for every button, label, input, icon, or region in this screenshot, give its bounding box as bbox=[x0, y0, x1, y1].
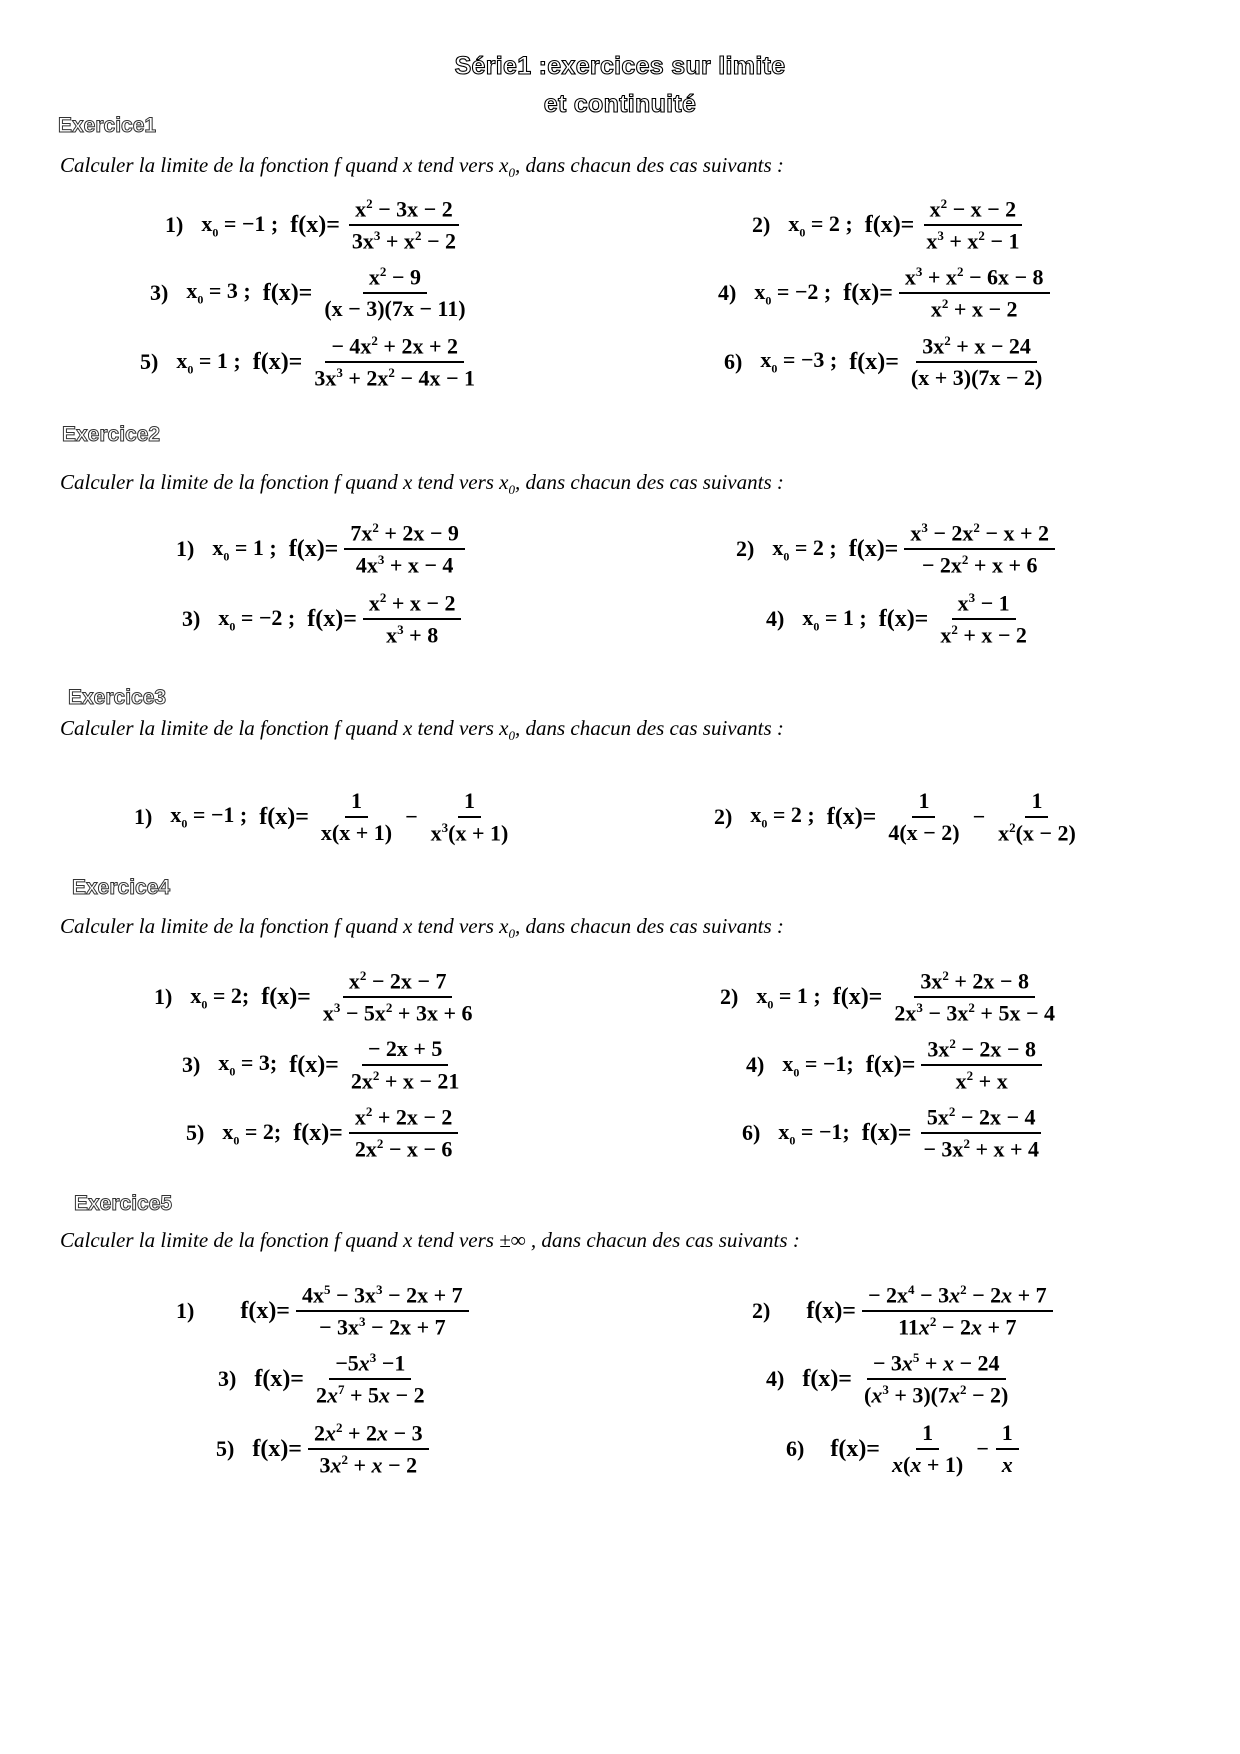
problem: 5) $x_0 = 2$; f(x)= $\frac{x^2 + 2x - 2}{2x^2 - x - 6}$ bbox=[186, 1104, 461, 1163]
problem: 3) $x_0 = -2$ ; f(x)= $\frac{x^2 + x - 2}{x^3 + 8}$ bbox=[182, 590, 464, 649]
problem: 1) $x_0 = 2$; f(x)= $\frac{x^2 - 2x - 7}{x^3 - 5x^2 + 3x + 6}$ bbox=[154, 968, 473, 1026]
problem: 6) f(x)= $\frac{1}{x(x + 1)}$ − $\frac{1}{x}$ bbox=[786, 1420, 1022, 1478]
problem: 2) $x_0 = 2$ ; f(x)= $\frac{x^2 - x - 2}{x^3 + x^2 - 1}$ bbox=[752, 196, 1028, 255]
page-title-line2: et continuité bbox=[543, 90, 697, 118]
problem: 3) f(x)= $\frac{-5x^3 -1}{2x^7 + 5x - 2}$ bbox=[218, 1350, 425, 1408]
problem: 6) $x_0 = -3$ ; f(x)= $\frac{3x^2 + x - 24}{(x + 3)(7x - 2)}$ bbox=[724, 333, 1043, 391]
exercise-2-heading: Exercice2 bbox=[62, 423, 161, 446]
exercise-3-instruction: Calculer la limite de la fonction f quand x tend vers $x_0$, dans chacun des cas suivants : bbox=[60, 716, 784, 744]
problem: 4) $x_0 = 1$ ; f(x)= $\frac{x^3 - 1}{x^2 + x - 2}$ bbox=[766, 590, 1027, 648]
exercise-1-heading: Exercice1 bbox=[58, 114, 157, 137]
exercise-4-heading: Exercice4 bbox=[72, 876, 171, 899]
problem: 1) f(x)= $\frac{4x^5 - 3x^3 - 2x + 7}{- 3x^3 - 2x + 7}$ bbox=[176, 1282, 472, 1341]
exercise-5-heading: Exercice5 bbox=[74, 1192, 173, 1215]
exercise-5-instruction: Calculer la limite de la fonction f quand x tend vers ±∞ , dans chacun des cas suivants : bbox=[60, 1228, 800, 1252]
problem: 1) $x_0 = -1$ ; f(x)= $\frac{x^2 - 3x - 2}{3x^3 + x^2 - 2}$ bbox=[165, 196, 465, 255]
exercise-4-instruction: Calculer la limite de la fonction f quand x tend vers $x_0$, dans chacun des cas suivants : bbox=[60, 914, 784, 942]
problem: 3) $x_0 = 3$ ; f(x)= $\frac{x^2 - 9}{(x - 3)(7x - 11)}$ bbox=[150, 264, 466, 322]
page-title-line1: Série1 :exercices sur limite bbox=[454, 52, 786, 80]
problem: 4) $x_0 = -1$; f(x)= $\frac{3x^2 - 2x - 8}{x^2 + x}$ bbox=[746, 1036, 1045, 1095]
exercise-3-heading: Exercice3 bbox=[68, 686, 167, 709]
problem: 4) f(x)= $\frac{- 3x^5 + x - 24}{(x^3 + 3)(7x^2 - 2)}$ bbox=[766, 1350, 1009, 1408]
problem: 6) $x_0 = -1$; f(x)= $\frac{5x^2 - 2x - 4}{- 3x^2 + x + 4}$ bbox=[742, 1104, 1048, 1163]
problem: 1) $x_0 = 1$ ; f(x)= $\frac{7x^2 + 2x - 9}{4x^3 + x - 4}$ bbox=[176, 520, 468, 579]
problem: 2) f(x)= $\frac{- 2x^4 - 3x^2 - 2x + 7}{11x^2 - 2x + 7}$ bbox=[752, 1282, 1056, 1341]
exercise-1-instruction: Calculer la limite de la fonction f quand x tend vers $x_0$, dans chacun des cas suivants : bbox=[60, 153, 784, 181]
problem: 5) $x_0 = 1$ ; f(x)= $\frac{- 4x^2 + 2x + 2}{3x^3 + 2x^2 - 4x - 1}$ bbox=[140, 333, 475, 391]
problem: 2) $x_0 = 2$ ; f(x)= $\frac{x^3 - 2x^2 - x + 2}{- 2x^2 + x + 6}$ bbox=[736, 520, 1058, 579]
problem: 1) $x_0 = -1$ ; f(x)= $\frac{1}{x(x + 1)}$ − $\frac{1}{x^3(x + 1)}$ bbox=[134, 788, 509, 846]
problem: 5) f(x)= $\frac{2x^2 + 2x - 3}{3x^2 + x - 2}$ bbox=[216, 1420, 432, 1479]
exercise-2-instruction: Calculer la limite de la fonction f quand x tend vers $x_0$, dans chacun des cas suivants : bbox=[60, 470, 784, 498]
problem: 2) $x_0 = 2$ ; f(x)= $\frac{1}{4(x - 2)}$ − $\frac{1}{x^2(x - 2)}$ bbox=[714, 788, 1076, 846]
problem: 3) $x_0 = 3$; f(x)= $\frac{- 2x + 5}{2x^2 + x - 21}$ bbox=[182, 1036, 460, 1094]
problem: 2) $x_0 = 1$ ; f(x)= $\frac{3x^2 + 2x - 8}{2x^3 - 3x^2 + 5x - 4}$ bbox=[720, 968, 1055, 1026]
problem: 4) $x_0 = -2$ ; f(x)= $\frac{x^3 + x^2 - 6x - 8}{x^2 + x - 2}$ bbox=[718, 264, 1053, 323]
